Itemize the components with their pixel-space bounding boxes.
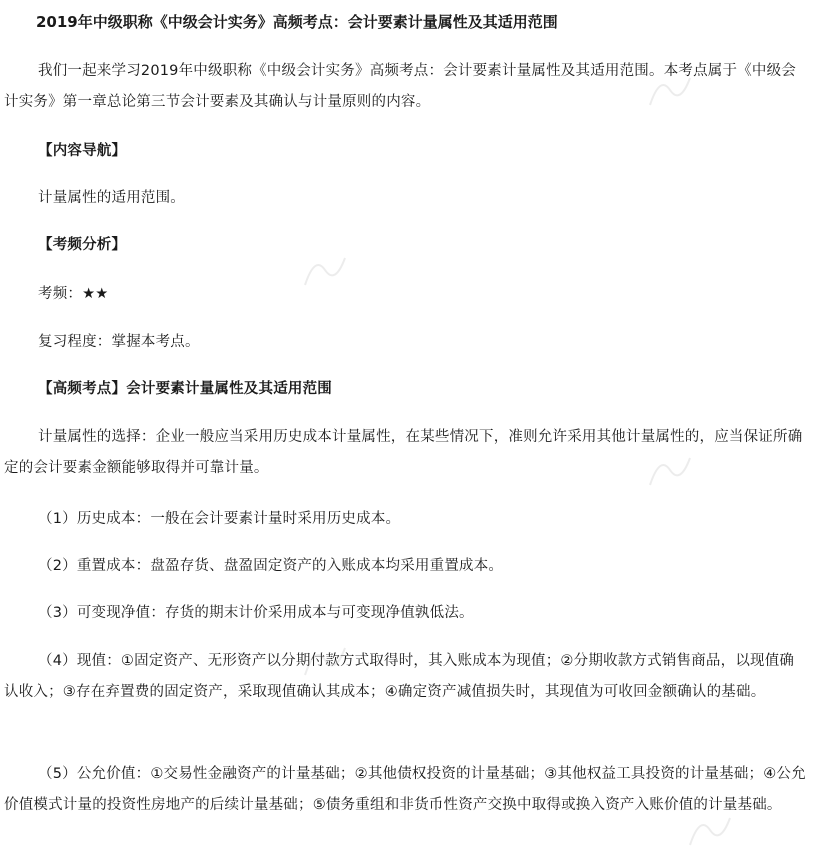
article-title: 2019年中级职称《中级会计实务》高频考点：会计要素计量属性及其适用范围 bbox=[36, 13, 558, 31]
frequency-rating: 考频：★★ bbox=[38, 286, 109, 302]
item-net-realizable-value: （3）可变现净值：存货的期末计价采用成本与可变现净值孰低法。 bbox=[38, 605, 474, 621]
content-nav-heading: 【内容导航】 bbox=[38, 143, 127, 159]
intro-paragraph: 我们一起来学习2019年中级职称《中级会计实务》高频考点：会计要素计量属性及其适用范围。本考点属于《中级会计实务》第一章总论第三节会计要素及其确认与计量原则的内容。 bbox=[4, 63, 796, 110]
watermark-icon bbox=[680, 810, 740, 850]
item-historical-cost: （1）历史成本：一般在会计要素计量时采用历史成本。 bbox=[38, 511, 401, 527]
frequency-heading: 【考频分析】 bbox=[38, 237, 127, 253]
watermark-icon bbox=[295, 250, 355, 290]
item-fair-value: （5）公允价值：①交易性金融资产的计量基础；②其他债权投资的计量基础；③其他权益工具投资的计量基础；④公允价值模式计量的投资性房地产的后续计量基础；⑤债务重组和非货币性资产交换中取得或换入资产入账价值的计量基础。 bbox=[4, 766, 806, 813]
topic-heading: 【高频考点】会计要素计量属性及其适用范围 bbox=[38, 381, 332, 397]
content-nav-text: 计量属性的适用范围。 bbox=[38, 190, 185, 206]
watermark-icon bbox=[295, 640, 355, 680]
item-replacement-cost: （2）重置成本：盘盈存货、盘盈固定资产的入账成本均采用重置成本。 bbox=[38, 558, 504, 574]
item-present-value: （4）现值：①固定资产、无形资产以分期付款方式取得时，其入账成本为现值；②分期收款方式销售商品，以现值确认收入；③存在弃置费的固定资产，采取现值确认其成本；④确定资产减值损失时，其现值为可收回金额确认的基础。 bbox=[4, 653, 795, 700]
review-level-text: 复习程度：掌握本考点。 bbox=[38, 334, 200, 350]
watermark-icon bbox=[640, 70, 700, 110]
watermark-icon bbox=[640, 450, 700, 490]
selection-paragraph: 计量属性的选择：企业一般应当采用历史成本计量属性，在某些情况下，准则允许采用其他计量属性的，应当保证所确定的会计要素金额能够取得并可靠计量。 bbox=[4, 429, 803, 476]
